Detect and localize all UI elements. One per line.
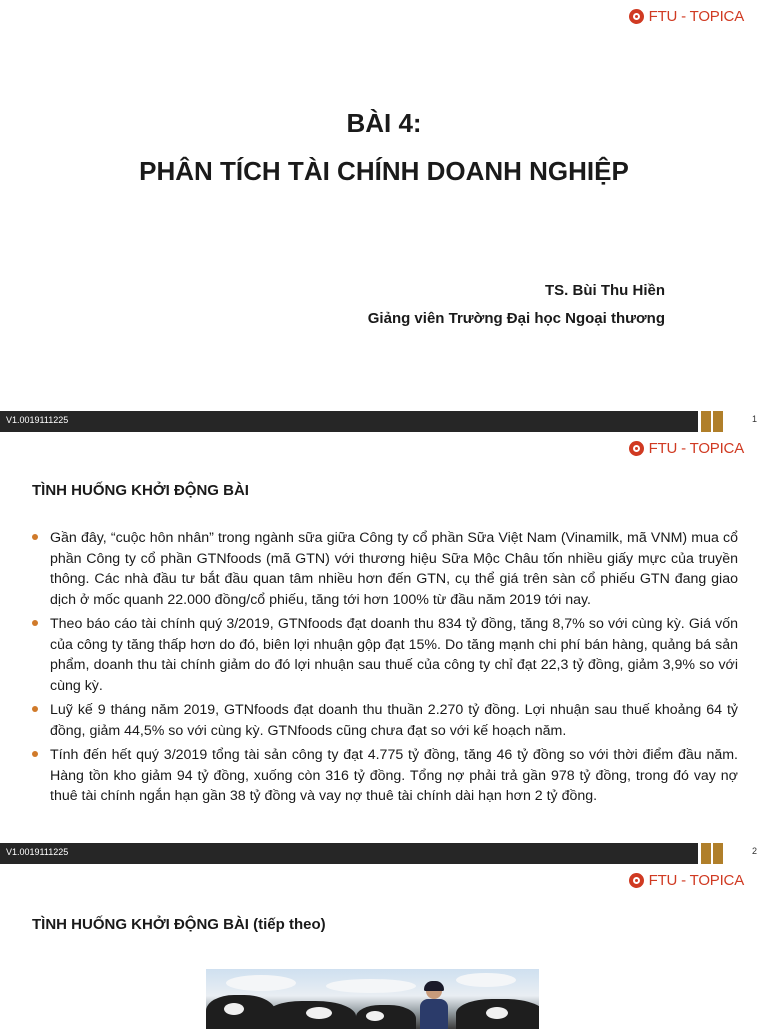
logo-text: FTU - TOPICA (648, 871, 744, 889)
bullet-text: Tính đến hết quý 3/2019 tổng tài sản công ty đạt 4.775 tỷ đồng, tăng 46 tỷ đồng so với thời điểm đầu năm. Hàng tồn kho giảm 94 tỷ đồng, xuống còn 316 tỷ đồng. Tổng nợ phải trả gần 978 tỷ đồng, trong đó vay nợ thuê tài chính ngắn hạn gần 38 tỷ đồng và vay nợ thuê tài chính dài hạn hơn 2 tỷ đồng. (50, 747, 738, 804)
footer-accent-block (701, 411, 711, 432)
slide-footer (0, 411, 768, 432)
footer-bar (0, 411, 698, 432)
slide-2 (0, 432, 768, 864)
cloud-shape (456, 973, 516, 987)
bullet-dot-icon (32, 534, 38, 540)
bullet-list (32, 528, 738, 811)
footer-bar (0, 843, 698, 864)
footer-accent-block (701, 843, 711, 864)
bullet-item (32, 745, 738, 807)
bullet-dot-icon (32, 620, 38, 626)
woman-with-dairy-cows-photo (206, 969, 539, 1029)
slide-footer (0, 843, 768, 864)
ftu-topica-logo (629, 5, 744, 27)
version-label: V1.0019111225 (6, 415, 69, 425)
slide-heading: TÌNH HUỐNG KHỞI ĐỘNG BÀI (tiếp theo) (32, 916, 326, 933)
bullet-item (32, 614, 738, 696)
bullet-dot-icon (32, 706, 38, 712)
logo-text: FTU - TOPICA (648, 7, 744, 25)
bullet-item (32, 528, 738, 610)
cow-spot (366, 1011, 384, 1021)
author-affiliation: Giảng viên Trường Đại học Ngoại thương (367, 310, 665, 327)
bullet-item (32, 700, 738, 741)
footer-accent-block (713, 843, 723, 864)
ftu-topica-logo-icon (629, 873, 644, 888)
page-number: 1 (752, 414, 758, 424)
ftu-topica-logo (629, 437, 744, 459)
lesson-title: PHÂN TÍCH TÀI CHÍNH DOANH NGHIỆP (139, 156, 629, 186)
bullet-text: Luỹ kế 9 tháng năm 2019, GTNfoods đạt doanh thu thuần 2.270 tỷ đồng. Lợi nhuận sau thuế khoảng 64 tỷ đồng, giảm 44,5% so với cùng kỳ. GTNfoods cũng chưa đạt so với kế hoạch năm. (50, 702, 738, 739)
ftu-topica-logo-icon (629, 441, 644, 456)
bullet-dot-icon (32, 751, 38, 757)
author-name: TS. Bùi Thu Hiền (545, 282, 665, 299)
bullet-text: Gần đây, “cuộc hôn nhân” trong ngành sữa giữa Công ty cổ phần Sữa Việt Nam (Vinamilk, mã VNM) mua cổ phần Công ty cổ phần GTNfoods (mã GTN) với thương hiệu Sữa Mộc Châu tốn nhiều giấy mực của truyền thông. Các nhà đầu tư bắt đầu quan tâm nhiều hơn đến GTN, cụ thể giá trên sàn cổ phiếu GTN đang giao dịch ở mốc quanh 22.000 đồng/cổ phiếu, tăng tới hơn 100% từ đầu năm 2019 tới nay. (50, 530, 738, 608)
version-label: V1.0019111225 (6, 847, 69, 857)
bullet-text: Theo báo cáo tài chính quý 3/2019, GTNfoods đạt doanh thu 834 tỷ đồng, tăng 8,7% so với cùng kỳ. Giá vốn của công ty tăng thấp hơn do đó, biên lợi nhuận gộp đạt 15%. Do tăng mạnh chi phí bán hàng, quảng bá sản phẩm, doanh thu tài chính giảm do đó lợi nhuận sau thuế của công ty chỉ đạt 22,3 tỷ đồng, giảm 3,9% so với cùng kỳ. (50, 616, 738, 694)
cow-spot (306, 1007, 332, 1019)
slide-1 (0, 0, 768, 432)
cow-shape (356, 1005, 416, 1029)
ftu-topica-logo (629, 869, 744, 891)
lesson-number-title: BÀI 4: (346, 108, 422, 138)
person-hair (424, 981, 444, 991)
slide-heading: TÌNH HUỐNG KHỞI ĐỘNG BÀI (32, 482, 249, 499)
cow-spot (224, 1003, 244, 1015)
cow-shape (456, 999, 539, 1029)
slide-3 (0, 864, 768, 1024)
woman-figure (418, 983, 448, 1029)
footer-accent-block (713, 411, 723, 432)
page-number: 2 (752, 846, 758, 856)
ftu-topica-logo-icon (629, 9, 644, 24)
cloud-shape (326, 979, 416, 993)
cow-shape (266, 1001, 356, 1029)
person-body (420, 999, 448, 1029)
logo-text: FTU - TOPICA (648, 439, 744, 457)
cow-spot (486, 1007, 508, 1019)
cloud-shape (226, 975, 296, 991)
